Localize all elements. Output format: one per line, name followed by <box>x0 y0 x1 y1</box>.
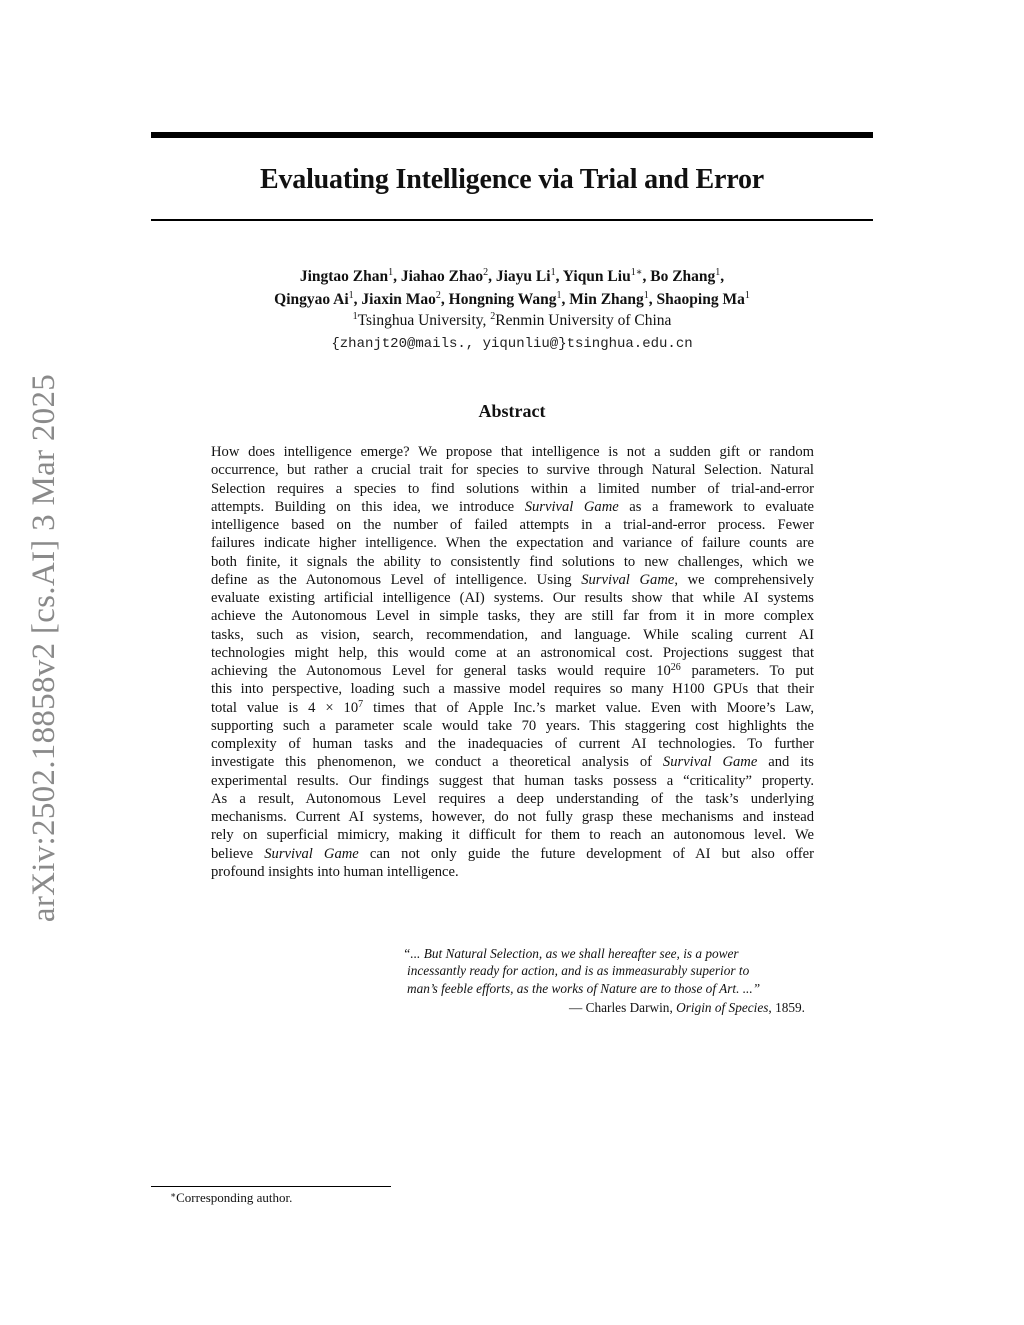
author-name: Jiahao Zhao <box>400 268 484 285</box>
abstract-line: How does intelligence emerge? We propose that intelligence is not a sudden gift or random <box>211 444 814 460</box>
abstract-line: As a result, Autonomous Level requires a deep understanding of the task’s underlying <box>211 790 814 807</box>
affiliations: $^1$Tsinghua University, $^2$Renmin University of China <box>352 311 672 329</box>
author-affiliation-mark: 1 <box>550 267 556 278</box>
abstract-exponent: 26 <box>670 662 681 673</box>
author-affiliation-mark: 1 <box>348 290 354 301</box>
footnote-text: Corresponding author. <box>176 1190 293 1205</box>
abstract-line: attempts. Building on this idea, we introduce Survival Game as a framework to evaluate <box>211 498 815 515</box>
author-affiliation-mark: 1 <box>556 290 562 301</box>
abstract-line: profound insights into human intelligence. <box>211 863 459 880</box>
footnote-mark: ∗ <box>170 1190 177 1200</box>
footnote <box>170 1189 292 1207</box>
author-emails: {zhanjt20@mails., yiqunliu@}tsinghua.edu.cn <box>331 336 693 352</box>
abstract-emphasis: Survival Game <box>581 571 675 588</box>
author-affiliation-mark: 1 <box>388 267 394 278</box>
abstract-line: define as the Autonomous Level of intelligence. Using Survival Game, we comprehensively <box>211 571 814 588</box>
epigraph-attribution <box>403 999 805 1016</box>
abstract-line: complexity of human tasks and the inadequacies of current AI technologies. To further <box>211 736 814 752</box>
abstract-emphasis: Survival Game <box>662 754 758 771</box>
author-affiliation-mark: 1 <box>715 267 721 278</box>
title-top-rule <box>151 132 873 138</box>
abstract-line: tasks, such as vision, search, recommendation, and language. While scaling current AI <box>211 626 814 643</box>
author-name: Bo Zhang <box>650 268 716 285</box>
paper-title: Evaluating Intelligence via Trial and Error <box>260 164 764 195</box>
arxiv-identifier-text: arXiv:2502.18858v2 [cs.AI] 3 Mar 2025 <box>26 373 62 923</box>
abstract-line: believe Survival Game can not only guide the future development of AI but also offer <box>211 845 814 862</box>
abstract-line: mechanisms. Current AI systems, however, do not fully grasp these mechanisms and instead <box>211 809 814 825</box>
epigraph-line: man’s feeble efforts, as the works of Nature are to those of Art. ...” <box>407 980 761 996</box>
abstract-body <box>211 443 814 881</box>
author-name: Qingyao Ai <box>274 291 349 308</box>
author-affiliation-mark: 1 <box>744 290 750 301</box>
title-bottom-rule <box>151 219 873 221</box>
footnote-rule <box>151 1186 391 1187</box>
abstract-line: Selection requires a species to find solutions within a limited number of trial-and-error <box>211 480 814 497</box>
abstract-heading: Abstract <box>478 401 546 421</box>
abstract-line: supporting such a parameter scale would take 70 years. This staggering cost highlights the <box>211 717 814 734</box>
abstract-line: both finite, it signals the ability to consistently find solutions to new challenges, which we <box>211 553 814 570</box>
author-affiliation-mark: 2 <box>435 290 441 301</box>
abstract-line: technologies might help, this would come at an astronomical cost. Projections suggest that <box>211 644 814 661</box>
author-name: Jiaxin Mao <box>361 291 436 308</box>
author-list <box>151 265 873 311</box>
abstract-line: achieve the Autonomous Level in simple tasks, they are still far from it in more complex <box>211 608 814 625</box>
author-line-2: Qingyao Ai$^1$, Jiaxin Mao$^2$, Hongning Wang$^1$, Min Zhang$^1$, Shaoping Ma$^1$ <box>274 290 750 308</box>
epigraph-line: incessantly ready for action, and is as immeasurably superior to <box>407 963 750 979</box>
abstract-line: occurrence, but rather a crucial trait for species to survive through Natural Selection. Natural <box>211 462 814 479</box>
abstract-line: intelligence based on the number of failed attempts in a trial-and-error process. Fewer <box>211 517 814 533</box>
attribution-author: — Charles Darwin, <box>569 1000 677 1015</box>
abstract-line: failures indicate higher intelligence. When the expectation and variance of failure counts are <box>211 535 814 552</box>
epigraph-line: “... But Natural Selection, as we shall hereafter see, is a power <box>403 946 739 961</box>
abstract-exponent: 7 <box>358 698 364 710</box>
author-line-1: Jingtao Zhan$^1$, Jiahao Zhao$^2$, Jiayu Li$^1$, Yiqun Liu$^{1∗}$, Bo Zhang$^1$, <box>299 267 725 285</box>
abstract-line: experimental results. Our findings suggest that human tasks possess a “criticality” property. <box>211 772 814 789</box>
attribution-year: , 1859. <box>768 1000 805 1015</box>
abstract-line: total value is $4 \times 10^7$ times that of Apple Inc.’s market value. Even with Moore’s Law, <box>211 698 815 716</box>
abstract-line: achieving the Autonomous Level for general tasks would require $10^{26}$ parameters. To put <box>211 662 814 679</box>
abstract-line: this into perspective, loading such a massive model requires so many H100 GPUs that their <box>211 681 814 698</box>
epigraph-quote <box>403 945 805 997</box>
author-name: Min Zhang <box>569 291 644 308</box>
author-affiliation-mark: 2 <box>483 267 489 278</box>
author-name: Jiayu Li <box>495 268 551 285</box>
attribution-work: Origin of Species <box>676 1000 769 1015</box>
abstract-emphasis: Survival Game <box>264 845 359 862</box>
affiliation-name: Tsinghua University <box>357 312 483 329</box>
author-name: Jingtao Zhan <box>299 268 389 285</box>
abstract-line: rely on superficial mimicry, making it difficult for them to reach an autonomous level. We <box>211 827 814 844</box>
affiliation-name: Renmin University of China <box>495 312 672 329</box>
author-affiliation-mark: 1∗ <box>630 267 643 278</box>
author-name: Shaoping Ma <box>656 291 745 308</box>
author-name: Hongning Wang <box>448 291 557 308</box>
abstract-emphasis: Survival Game <box>524 498 619 515</box>
affiliation-mark: 1 <box>352 311 358 322</box>
abstract-line: evaluate existing artificial intelligence (AI) systems. Our results show that while AI systems <box>211 590 814 606</box>
affiliation-mark: 2 <box>490 311 496 322</box>
author-affiliation-mark: 1 <box>643 290 649 301</box>
abstract-line: investigate this phenomenon, we conduct a theoretical analysis of Survival Game and its <box>211 754 814 771</box>
author-name: Yiqun Liu <box>562 268 631 285</box>
